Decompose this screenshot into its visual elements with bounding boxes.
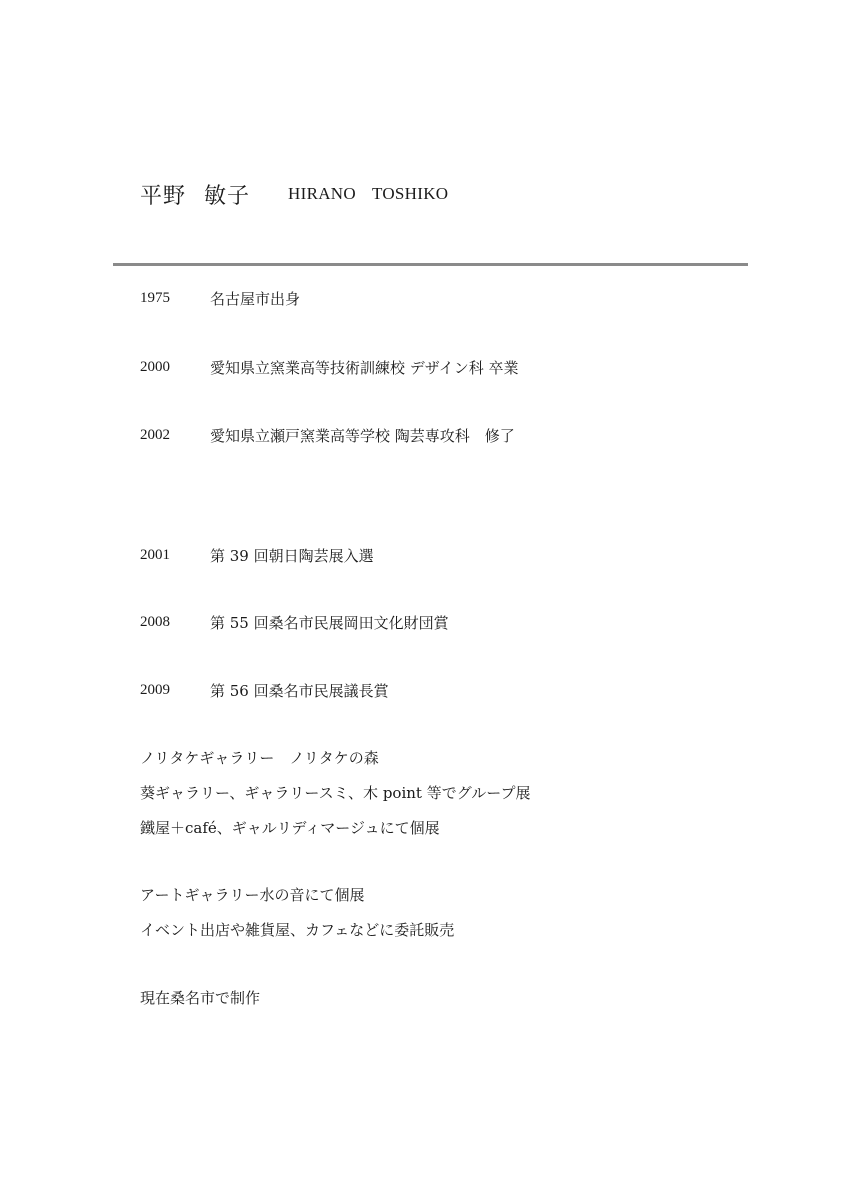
- award-year: 2001: [140, 546, 170, 563]
- profile-header: [140, 176, 448, 212]
- award-text: 第 55 回桑名市民展岡田文化財団賞: [210, 613, 449, 632]
- education-year: 1975: [140, 289, 170, 306]
- activity-line: 鐵屋＋café、ギャルリディマージュにて個展: [140, 818, 440, 837]
- activity-line: ノリタケギャラリー ノリタケの森: [140, 748, 379, 767]
- education-row: [140, 423, 515, 447]
- given-name-ja: 敏子: [204, 183, 251, 209]
- education-row: [140, 286, 300, 310]
- current-location: 現在桑名市で制作: [140, 988, 261, 1007]
- given-name-en: TOSHIKO: [371, 184, 449, 203]
- header-divider: [113, 263, 748, 266]
- award-row: [140, 678, 389, 702]
- award-row: [140, 543, 374, 567]
- award-year: 2009: [140, 681, 170, 698]
- award-text: 第 56 回桑名市民展議長賞: [210, 681, 389, 700]
- award-text: 第 39 回朝日陶芸展入選: [210, 546, 374, 565]
- education-text: 名古屋市出身: [210, 289, 301, 308]
- education-year: 2002: [140, 426, 170, 443]
- activity-line: アートギャラリー水の音にて個展: [140, 885, 365, 904]
- activity-line: イベント出店や雑貨屋、カフェなどに委託販売: [140, 920, 455, 939]
- activity-line: 葵ギャラリー、ギャラリースミ、木 point 等でグループ展: [140, 783, 531, 802]
- name-japanese: [140, 179, 250, 210]
- education-row: [140, 355, 519, 379]
- education-text: 愛知県立瀬戸窯業高等学校 陶芸専攻科 修了: [210, 426, 515, 445]
- education-text: 愛知県立窯業高等技術訓練校 デザイン科 卒業: [210, 358, 519, 377]
- surname-ja: 平野: [140, 183, 187, 209]
- award-year: 2008: [140, 613, 170, 630]
- education-year: 2000: [140, 358, 170, 375]
- surname-en: HIRANO: [288, 184, 356, 203]
- name-english: [288, 184, 448, 204]
- award-row: [140, 610, 449, 634]
